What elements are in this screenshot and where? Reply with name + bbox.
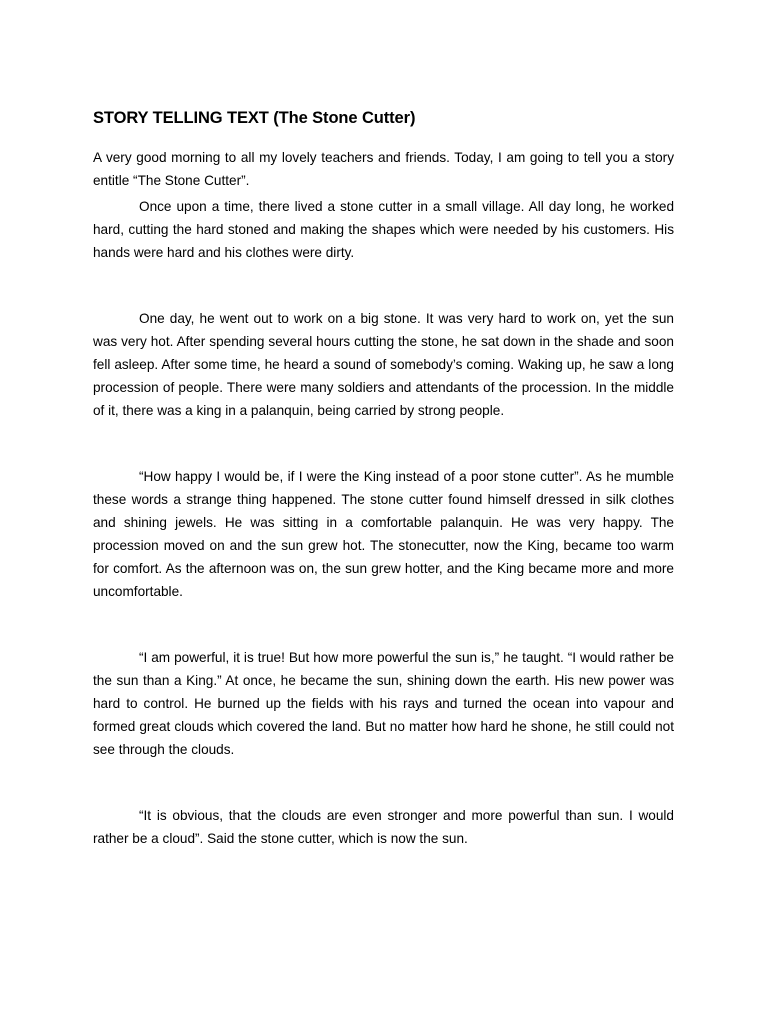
paragraph-how-happy: “How happy I would be, if I were the King instead of a poor stone cutter”. As he mumble these words a strange thing happened. The stone cutter found himself dressed in silk clothes and shining jewels. He was sitting in a comfortable palanquin. He was very happy. The procession moved on and the sun grew hot. The stonecutter, now the King, became too warm for comfort. As the afternoon was on, the sun grew hotter, and the King became more and more uncomfortable. xyxy=(93,469,674,599)
paragraph-it-is-obvious: “It is obvious, that the clouds are even stronger and more powerful than sun. I would rather be a cloud”. Said the stone cutter, which is now the sun. xyxy=(93,808,674,846)
paragraph-once-upon: Once upon a time, there lived a stone cutter in a small village. All day long, he worked hard, cutting the hard stoned and making the shapes which were needed by his customers. His hands were hard and his clothes were dirty. xyxy=(93,199,674,260)
paragraph-intro: A very good morning to all my lovely teachers and friends. Today, I am going to tell you a story entitle “The Stone Cutter”. xyxy=(93,150,674,188)
paragraph-i-am-powerful: “I am powerful, it is true! But how more powerful the sun is,” he taught. “I would rather be the sun than a King.” At once, he became the sun, shining down the earth. His new power was hard to control. He burned up the fields with his rays and turned the ocean into vapour and formed great clouds which covered the land. But no matter how hard he shone, he still could not see through the clouds. xyxy=(93,650,674,757)
document-page xyxy=(93,108,674,850)
document-title: STORY TELLING TEXT (The Stone Cutter) xyxy=(93,109,416,127)
paragraph-one-day: One day, he went out to work on a big stone. It was very hard to work on, yet the sun was very hot. After spending several hours cutting the stone, he sat down in the shade and soon fell asleep. After some time, he heard a sound of somebody’s coming. Waking up, he saw a long procession of people. There were many soldiers and attendants of the procession. In the middle of it, there was a king in a palanquin, being carried by strong people. xyxy=(93,311,674,418)
